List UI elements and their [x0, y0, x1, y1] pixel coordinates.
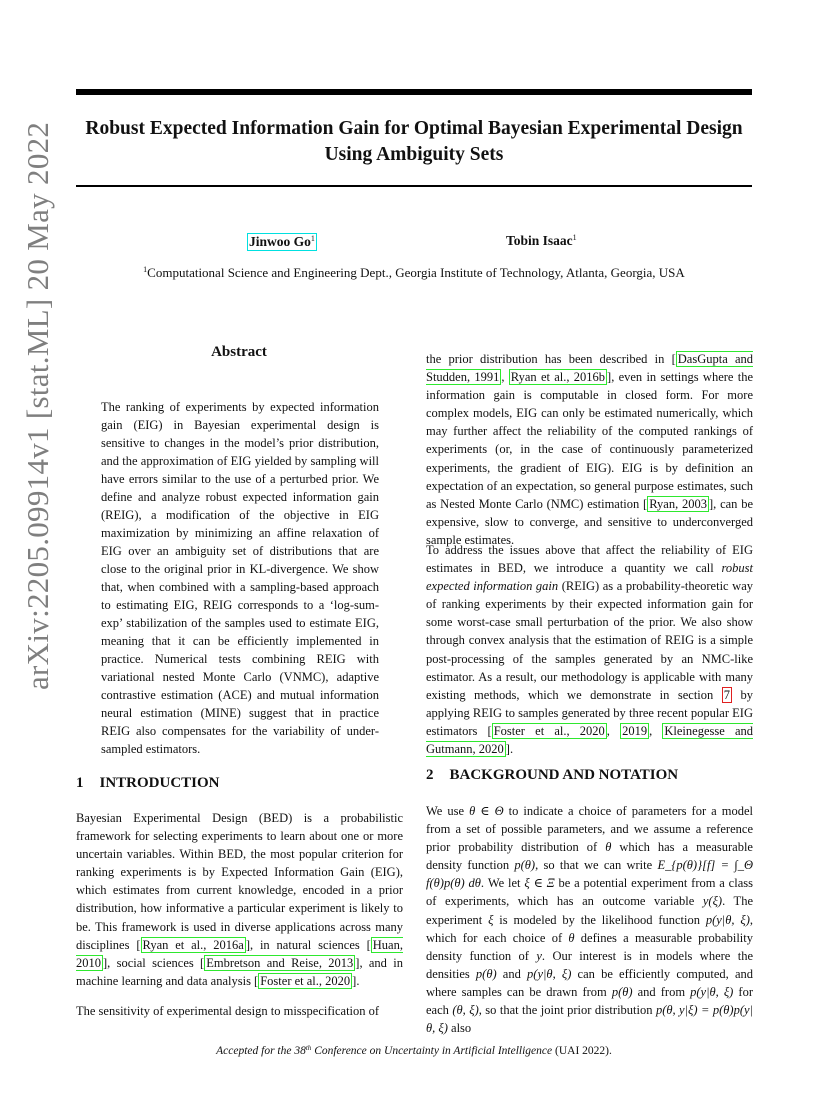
text-run: also: [447, 1021, 472, 1036]
text-run: . Our interest is in models where the densities: [426, 948, 753, 981]
citation-link[interactable]: Ryan et al., 2016a: [142, 937, 244, 952]
section-title: INTRODUCTION: [99, 775, 220, 791]
section-title: BACKGROUND AND NOTATION: [449, 767, 679, 783]
math: θ ∈ Θ: [469, 804, 504, 818]
text-run: , so that we can write: [535, 858, 658, 873]
text-run: to indicate a choice of parameters for a model from a set of possible parameters, and we assume a reference prior probability distribution of: [426, 804, 753, 855]
footer-superscript: th: [305, 1044, 312, 1052]
author-affil-mark: 1: [572, 233, 577, 242]
section-heading-background: [426, 767, 678, 784]
text-run: ,: [501, 370, 509, 385]
citation-link[interactable]: Huan, 2010: [76, 937, 403, 970]
author-2: [506, 233, 577, 249]
text-run: ], can be expensive, slow to converge, and sensitive to underconverged sample estimates.: [426, 496, 753, 547]
text-run: ,: [649, 723, 663, 738]
math: p(θ): [611, 984, 633, 999]
abstract-body: The ranking of experiments by expected information gain (EIG) in Bayesian experimental design is sensitive to changes in the model’s prior distribution, and the approximation of EIG yielded by sampling will have errors similar to the use of a perturbed prior. We define and analyze robust expected information gain (REIG), a modification of the objective in EIG maximization by minimizing an affine relaxation of EIG over an ambiguity set of distributions that are close to the original prior in KL-divergence. We show that, when combined with a sampling-based approach to estimating EIG, REIG corresponds to a ‘log-sum-exp’ stabilization of the samples used to estimate EIG, meaning that it can be efficiently implemented in practice. Numerical tests combining REIG with variational nested Monte Carlo (VNMC), adaptive contrastive estimation (ACE) and mutual information neural estimation (MINE) suggest that in practice REIG also compensates for the variability of under-sampled estimators.: [101, 400, 379, 756]
text-run: , which for each choice of: [426, 912, 753, 945]
text-run: ], even in settings where the information gain is computable in closed form. For more complex models, EIG can only be estimated numerically, which may further affect the reliability of the computed rankings of experiments (or, in the case of continuously parameterized experiments, the gradient of EIG). EIG is by definition an expectation of an expectation, so general purpose estimates, such as Nested Monte Carlo (NMC) estimation [: [426, 370, 754, 511]
text-run: and from: [632, 984, 691, 999]
text-run: . The experiment: [426, 894, 753, 927]
math: (θ, ξ): [452, 1003, 479, 1018]
math: p(y|θ, ξ): [690, 984, 734, 999]
citation-link[interactable]: Kleinegesse and Gutmann, 2020: [426, 723, 753, 757]
math: p(θ): [475, 966, 497, 981]
math: E_{p(θ)}[f] = ∫_Θ f(θ)p(θ) dθ: [426, 858, 754, 891]
text-run: ], social sciences [: [103, 955, 205, 970]
intro-paragraph-3: [426, 350, 753, 549]
affiliation-text: Computational Science and Engineering Dept., Georgia Institute of Technology, Atlanta, Georgia, USA: [147, 265, 685, 280]
author-link-1[interactable]: [247, 233, 317, 251]
section-ref-link[interactable]: 7: [723, 687, 731, 702]
title-rule-top: [76, 89, 752, 95]
math: θ: [605, 840, 612, 855]
math: p(y|θ, ξ): [705, 912, 750, 927]
text-run: To address the issues above that affect the reliability of EIG estimates in BED, we introduce a quantity we call: [426, 543, 753, 576]
text-run: (REIG) as a probability-theoretic way of ranking experiments by their expected information gain for some worst-case small perturbation of the prior. We also show through convex analysis that the estimation of REIG is a simple post-processing of the samples generated by an NMC-like estimator. As a result, our methodology is applicable with many existing methods, which we demonstrate in section: [426, 579, 753, 702]
math: θ: [568, 930, 575, 945]
text-run: defines a measurable probability density function of: [426, 930, 753, 963]
paper-title: Robust Expected Information Gain for Optimal Bayesian Experimental Design Using Ambiguity Sets: [85, 118, 743, 165]
author-name: Jinwoo Go: [249, 234, 311, 249]
emphasis: robust expected information gain: [426, 561, 753, 594]
intro-paragraph-1: [76, 809, 403, 990]
text-run: We use: [426, 804, 470, 818]
affiliation-mark: 1: [143, 265, 148, 274]
text-run: the prior distribution has been described in [: [426, 352, 676, 366]
citation-link[interactable]: Embretson and Reise, 2013: [206, 955, 354, 970]
arxiv-stamp[interactable]: arXiv:2205.09914v1 [stat.ML] 20 May 2022: [20, 121, 55, 690]
text-run: which has a measurable density function: [426, 840, 753, 873]
text-run: by applying REIG to samples generated by three recent popular EIG estimators [: [426, 687, 753, 738]
text-run: for each: [426, 984, 753, 1018]
background-paragraph-1: [426, 802, 753, 1037]
footer-note: [76, 1045, 752, 1057]
citation-link[interactable]: 2019: [622, 723, 648, 738]
author-affil-mark: 1: [310, 234, 315, 243]
math: ξ ∈ Ξ: [524, 876, 555, 891]
footer-text: (UAI 2022).: [552, 1045, 612, 1057]
abstract-heading: Abstract: [211, 344, 267, 360]
text-run: ,: [606, 723, 621, 738]
text-run: and: [496, 966, 528, 981]
text-run: , so that the joint prior distribution: [478, 1003, 656, 1018]
math: y: [536, 948, 542, 963]
citation-link[interactable]: Ryan, 2003: [649, 496, 708, 511]
text-run: is modeled by the likelihood function: [493, 912, 706, 927]
text-run: ], in natural sciences [: [245, 937, 371, 952]
text-run: ], and in machine learning and data analysis [: [76, 955, 403, 988]
citation-link[interactable]: Ryan et al., 2016b: [510, 370, 606, 385]
section-number: 1: [76, 775, 84, 791]
section-number: 2: [426, 767, 434, 783]
text-run: Bayesian Experimental Design (BED) is a probabilistic framework for selecting experiments to learn about one or more uncertain variables. Within BED, the most popular criterion for ranking experiments is by Expected Information Gain (EIG), which estimates from current knowledge, encoded in a prior distribution, how informative a particular experiment is likely to be. This framework is used in diverse applications across many disciplines [: [76, 811, 403, 952]
citation-link[interactable]: Foster et al., 2020: [493, 723, 605, 738]
affiliation: [76, 265, 752, 281]
text-run: . We let: [480, 876, 525, 891]
text-run: can be efficiently computed, and where samples can be drawn from: [426, 966, 753, 999]
math: p(y|θ, ξ): [527, 966, 572, 981]
intro-paragraph-2: The sensitivity of experimental design to misspecification of: [76, 1004, 380, 1018]
footer-text: Accepted for the 38: [216, 1045, 306, 1057]
footer-text: Conference on Uncertainty in Artificial Intelligence: [311, 1045, 553, 1057]
section-heading-introduction: [76, 775, 220, 792]
math: p(θ, y|ξ) = p(θ)p(y|θ, ξ): [426, 1003, 753, 1036]
title-rule-bottom: [76, 185, 752, 187]
citation-link[interactable]: DasGupta and Studden, 1991: [426, 352, 753, 385]
text-run: ].: [505, 742, 514, 757]
citation-link[interactable]: Foster et al., 2020: [260, 973, 351, 988]
math: ξ: [488, 912, 494, 927]
text-run: ].: [352, 973, 360, 988]
math: p(θ): [514, 858, 536, 873]
text-run: be a potential experiment from a class of experiments, which has an outcome variable: [426, 876, 753, 909]
math: y(ξ): [702, 894, 723, 909]
author-name: Tobin Isaac: [506, 233, 573, 248]
intro-paragraph-4: [426, 541, 753, 758]
